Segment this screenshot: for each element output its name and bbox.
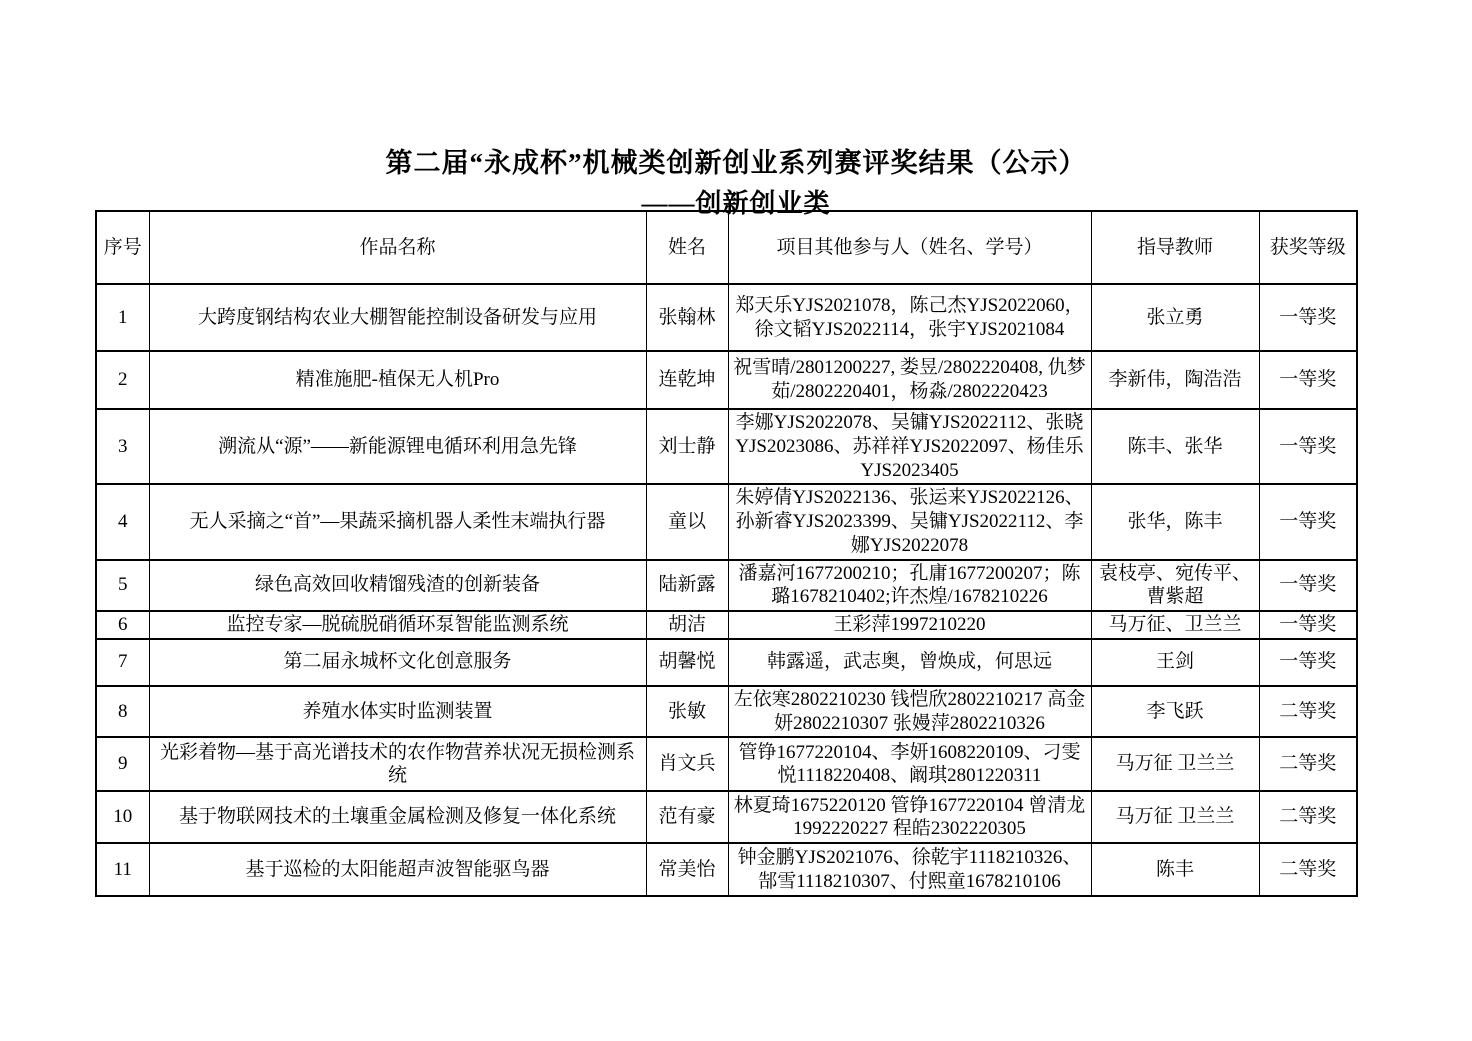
- cell-award: 一等奖: [1259, 484, 1357, 559]
- header-cell: 项目其他参与人（姓名、学号）: [728, 211, 1091, 284]
- cell-teacher: 张华，陈丰: [1091, 484, 1259, 559]
- cell-index: 8: [96, 686, 149, 738]
- cell-award: 二等奖: [1259, 737, 1357, 791]
- cell-participants: 韩露遥，武志奥，曾焕成，何思远: [728, 639, 1091, 686]
- table-row: [96, 686, 1357, 738]
- cell-title: 精准施肥-植保无人机Pro: [149, 351, 646, 409]
- cell-teacher: 李新伟，陶浩浩: [1091, 351, 1259, 409]
- table-row: [96, 611, 1357, 639]
- page-subtitle: ——创新创业类: [641, 189, 831, 218]
- cell-name: 张翰林: [646, 284, 728, 351]
- cell-participants: 左依寒2802210230 钱恺欣2802210217 高金妍2802210307 张嫚萍2802210326: [728, 686, 1091, 738]
- header-cell: 获奖等级: [1259, 211, 1357, 284]
- cell-index: 3: [96, 409, 149, 484]
- cell-name: 连乾坤: [646, 351, 728, 409]
- cell-teacher: 马万征 卫兰兰: [1091, 737, 1259, 791]
- cell-participants: 郑天乐YJS2021078，陈己杰YJS2022060，徐文韬YJS2022114，张宇YJS2021084: [728, 284, 1091, 351]
- cell-name: 肖文兵: [646, 737, 728, 791]
- table-row: [96, 639, 1357, 686]
- table-row: [96, 284, 1357, 351]
- cell-index: 10: [96, 791, 149, 843]
- table-row: [96, 737, 1357, 791]
- cell-name: 胡馨悦: [646, 639, 728, 686]
- cell-name: 陆新露: [646, 560, 728, 612]
- cell-title: 基于巡检的太阳能超声波智能驱鸟器: [149, 843, 646, 896]
- header-cell: 序号: [96, 211, 149, 284]
- cell-name: 范有豪: [646, 791, 728, 843]
- header-row: [96, 211, 1357, 284]
- cell-award: 一等奖: [1259, 284, 1357, 351]
- cell-participants: 钟金鹏YJS2021076、徐乾宇1118210326、郜雪1118210307、付熙童1678210106: [728, 843, 1091, 896]
- table-row: [96, 843, 1357, 896]
- cell-award: 二等奖: [1259, 686, 1357, 738]
- cell-teacher: 马万征 卫兰兰: [1091, 791, 1259, 843]
- table-row: [96, 791, 1357, 843]
- cell-award: 一等奖: [1259, 639, 1357, 686]
- cell-award: 一等奖: [1259, 611, 1357, 639]
- cell-name: 刘士静: [646, 409, 728, 484]
- table-body: [96, 284, 1357, 896]
- cell-title: 大跨度钢结构农业大棚智能控制设备研发与应用: [149, 284, 646, 351]
- table-row: [96, 351, 1357, 409]
- cell-award: 二等奖: [1259, 791, 1357, 843]
- table-row: [96, 560, 1357, 612]
- cell-title: 第二届永城杯文化创意服务: [149, 639, 646, 686]
- cell-participants: 潘嘉河1677200210；孔庸1677200207；陈璐1678210402;许杰煌/1678210226: [728, 560, 1091, 612]
- cell-index: 11: [96, 843, 149, 896]
- cell-title: 溯流从“源”——新能源锂电循环利用急先锋: [149, 409, 646, 484]
- cell-title: 绿色高效回收精馏残渣的创新装备: [149, 560, 646, 612]
- page-title: 第二届“永成杯”机械类创新创业系列赛评奖结果（公示）: [385, 148, 1087, 178]
- header-cell: 姓名: [646, 211, 728, 284]
- cell-title: 监控专家—脱硫脱硝循环泵智能监测系统: [149, 611, 646, 639]
- cell-award: 二等奖: [1259, 843, 1357, 896]
- cell-award: 一等奖: [1259, 560, 1357, 612]
- cell-title: 无人采摘之“首”—果蔬采摘机器人柔性末端执行器: [149, 484, 646, 559]
- cell-name: 常美怡: [646, 843, 728, 896]
- cell-index: 7: [96, 639, 149, 686]
- cell-index: 2: [96, 351, 149, 409]
- cell-teacher: 王剑: [1091, 639, 1259, 686]
- cell-name: 张敏: [646, 686, 728, 738]
- cell-teacher: 陈丰: [1091, 843, 1259, 896]
- cell-participants: 朱婷倩YJS2022136、张运来YJS2022126、孙新睿YJS2023399、吴镛YJS2022112、李娜YJS2022078: [728, 484, 1091, 559]
- cell-name: 胡洁: [646, 611, 728, 639]
- cell-participants: 管铮1677220104、李妍1608220109、刁雯悦1118220408、阚琪2801220311: [728, 737, 1091, 791]
- cell-index: 1: [96, 284, 149, 351]
- table-row: [96, 484, 1357, 559]
- cell-award: 一等奖: [1259, 351, 1357, 409]
- cell-teacher: 陈丰、张华: [1091, 409, 1259, 484]
- header-cell: 指导教师: [1091, 211, 1259, 284]
- cell-teacher: 马万征、卫兰兰: [1091, 611, 1259, 639]
- cell-title: 光彩着物—基于高光谱技术的农作物营养状况无损检测系统: [149, 737, 646, 791]
- cell-index: 5: [96, 560, 149, 612]
- cell-participants: 王彩萍1997210220: [728, 611, 1091, 639]
- cell-award: 一等奖: [1259, 409, 1357, 484]
- cell-participants: 李娜YJS2022078、吴镛YJS2022112、张晓YJS2023086、苏祥祥YJS2022097、杨佳乐YJS2023405: [728, 409, 1091, 484]
- cell-index: 6: [96, 611, 149, 639]
- table-header: [96, 211, 1357, 284]
- cell-title: 基于物联网技术的土壤重金属检测及修复一体化系统: [149, 791, 646, 843]
- cell-teacher: 袁枝亭、宛传平、曹紫超: [1091, 560, 1259, 612]
- cell-participants: 祝雪晴/2801200227, 娄昱/2802220408, 仇梦茹/2802220401，杨淼/2802220423: [728, 351, 1091, 409]
- cell-index: 9: [96, 737, 149, 791]
- cell-index: 4: [96, 484, 149, 559]
- cell-participants: 林夏琦1675220120 管铮1677220104 曾清龙1992220227 程皓2302220305: [728, 791, 1091, 843]
- cell-teacher: 李飞跃: [1091, 686, 1259, 738]
- cell-name: 童以: [646, 484, 728, 559]
- header-cell: 作品名称: [149, 211, 646, 284]
- awards-table: [95, 210, 1358, 897]
- table-row: [96, 409, 1357, 484]
- cell-title: 养殖水体实时监测装置: [149, 686, 646, 738]
- cell-teacher: 张立勇: [1091, 284, 1259, 351]
